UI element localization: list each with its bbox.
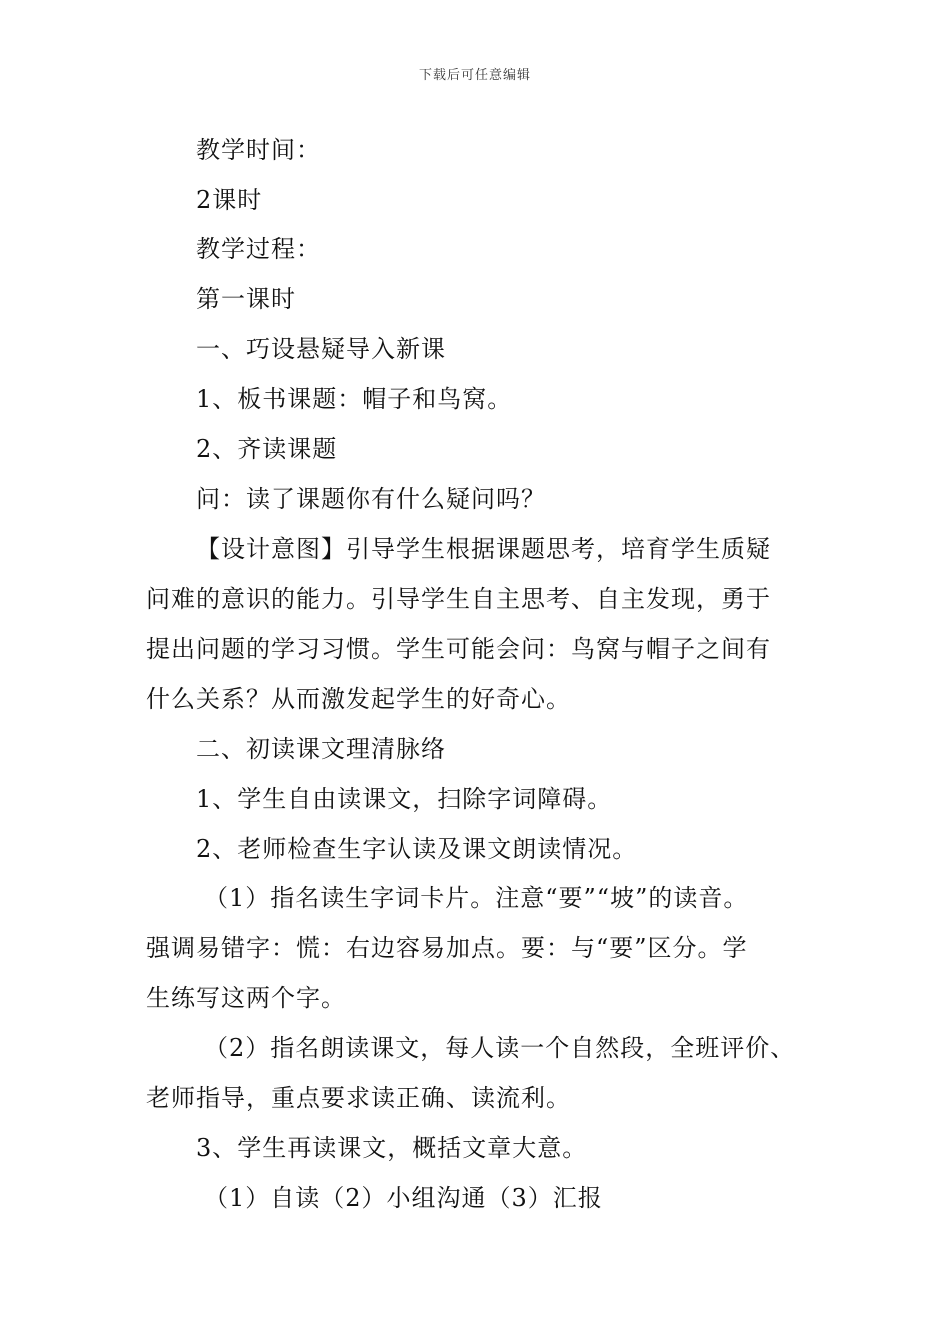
section-heading: 二、初读课文理清脉络 [196,735,446,763]
text-line: 3、学生再读课文，概括文章大意。 [196,1134,588,1162]
text-line: 2、齐读课题 [196,435,338,463]
text-line: 问：读了课题你有什么疑问吗？ [196,485,546,513]
text-line: 第一课时 [196,285,296,313]
text-line: （2）指名朗读课文，每人读一个自然段，全班评价、 [204,1034,796,1062]
text-line: 生练写这两个字。 [146,984,346,1012]
text-line: 教学过程： [196,235,321,263]
page-header: 下载后可任意编辑 [418,68,531,83]
text-line: 教学时间： [196,136,321,164]
text-line: 强调易错字：慌：右边容易加点。要：与“要”区分。学 [146,934,748,962]
text-line: 什么关系？从而激发起学生的好奇心。 [146,685,571,713]
text-line: 2课时 [196,186,263,214]
text-line: （1）自读（2）小组沟通（3）汇报 [204,1184,603,1212]
text-line: 1、板书课题：帽子和鸟窝。 [196,385,513,413]
text-line: 问难的意识的能力。引导学生自主思考、自主发现，勇于 [146,585,771,613]
text-line: 1、学生自由读课文，扫除字词障碍。 [196,785,613,813]
text-line: （1）指名读生字词卡片。注意“要”“坡”的读音。 [204,884,749,912]
section-heading: 一、巧设悬疑导入新课 [196,335,446,363]
design-intent-line: 【设计意图】引导学生根据课题思考，培育学生质疑 [196,535,771,563]
text-line: 老师指导，重点要求读正确、读流利。 [146,1084,571,1112]
text-line: 提出问题的学习习惯。学生可能会问：鸟窝与帽子之间有 [146,635,771,663]
text-line: 2、老师检查生字认读及课文朗读情况。 [196,835,638,863]
